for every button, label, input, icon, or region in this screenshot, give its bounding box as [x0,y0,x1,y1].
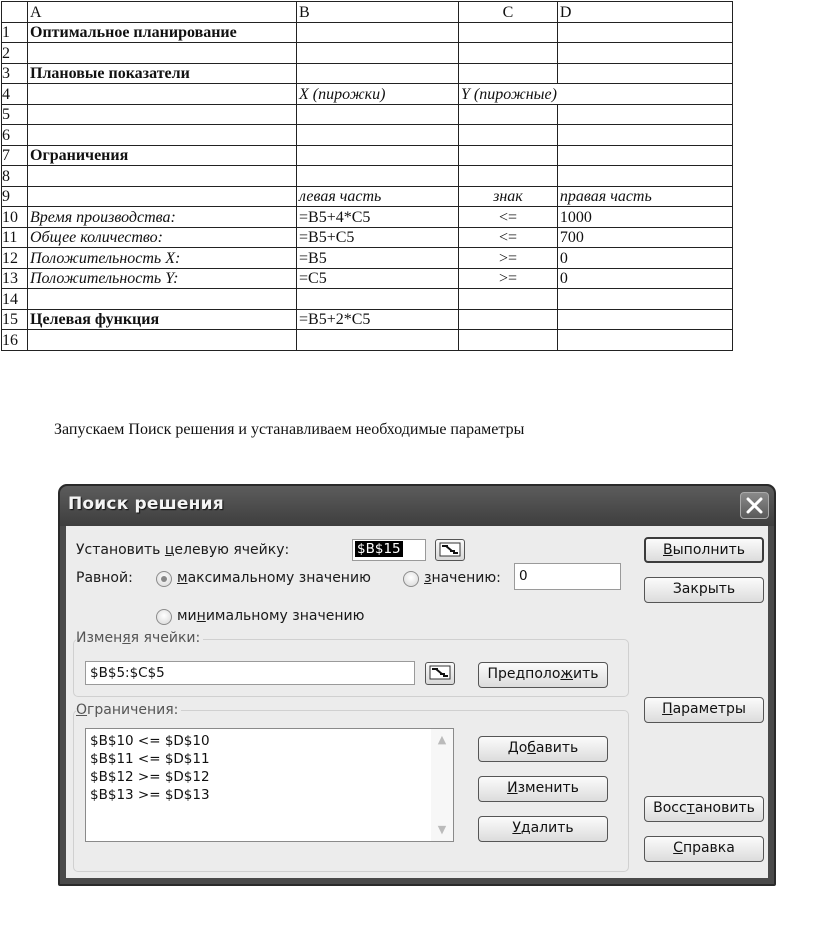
cell-b[interactable]: =B5+C5 [297,227,459,248]
constraint-item[interactable]: $B$11 <= $D$11 [90,751,210,767]
constraints-scrollbar[interactable] [431,729,453,841]
target-cell-input[interactable]: $B$15 [352,539,426,561]
cell-a[interactable] [28,289,297,310]
table-row [2,125,733,146]
cell-c[interactable]: Y (пирожные) [459,84,558,105]
changing-cells-ref-button[interactable] [425,662,455,685]
cell-d[interactable] [557,289,732,310]
dialog-body [66,526,768,878]
table-row [2,43,733,64]
target-cell-ref-button[interactable] [435,539,465,561]
cell-c[interactable] [459,330,558,351]
radio-max-label[interactable]: максимальному значению [177,570,371,586]
change-button[interactable]: Изменить [478,776,608,802]
cell-a[interactable]: Целевая функция [28,309,297,330]
changing-cells-label: Изменяя ячейки: [76,630,203,646]
table-row [2,207,733,228]
constraints-label: Ограничения: [76,702,181,718]
solver-dialog [58,484,776,886]
cell-a[interactable]: Время производства: [28,207,297,228]
table-row [2,186,733,207]
column-header-a: A [28,2,297,23]
cell-b[interactable] [297,22,459,43]
options-button[interactable]: Параметры [644,697,764,723]
column-header-d: D [557,2,732,23]
collapse-dialog-icon [439,542,461,557]
table-row [2,104,733,125]
cell-d[interactable]: 0 [557,268,732,289]
cell-b[interactable]: левая часть [297,186,459,207]
constraint-item[interactable]: $B$12 >= $D$12 [90,769,210,785]
cell-d[interactable]: 700 [557,227,732,248]
cell-b[interactable]: =B5+4*C5 [297,207,459,228]
cell-d[interactable]: правая часть [557,186,732,207]
cell-c[interactable] [459,289,558,310]
cell-c[interactable] [459,309,558,330]
cell-d[interactable] [557,309,732,330]
column-header-b: B [297,2,459,23]
cell-d[interactable] [557,43,732,64]
cell-b[interactable] [297,63,459,84]
table-row [2,145,733,166]
equal-to-label: Равной: [76,570,133,586]
changing-cells-input[interactable]: $B$5:$C$5 [85,661,415,685]
cell-b[interactable]: X (пирожки) [297,84,459,105]
cell-d[interactable] [557,125,732,146]
cell-a[interactable] [28,125,297,146]
cell-c[interactable] [459,104,558,125]
row-header: 12 [2,248,28,269]
constraint-item[interactable]: $B$10 <= $D$10 [90,733,210,749]
close-button[interactable]: Закрыть [644,577,764,603]
cell-b[interactable]: =B5+2*C5 [297,309,459,330]
cell-a[interactable] [28,43,297,64]
collapse-dialog-icon [429,665,451,680]
cell-d[interactable]: 0 [557,248,732,269]
row-header: 11 [2,227,28,248]
cell-b[interactable] [297,145,459,166]
cell-c[interactable]: >= [459,268,558,289]
cell-a[interactable] [28,330,297,351]
cell-b[interactable] [297,104,459,125]
cell-b[interactable]: =B5 [297,248,459,269]
table-row [2,248,733,269]
cell-b[interactable] [297,289,459,310]
table-row [2,63,733,84]
cell-a[interactable]: Положительность Y: [28,268,297,289]
spreadsheet-table [1,1,733,351]
table-row [2,84,733,105]
guess-button[interactable]: Предположить [478,662,608,688]
table-row [2,22,733,43]
cell-a[interactable]: Плановые показатели [28,63,297,84]
column-header-row [2,2,733,23]
cell-a[interactable]: Ограничения [28,145,297,166]
cell-d[interactable] [557,166,732,187]
cell-c[interactable]: <= [459,207,558,228]
radio-max[interactable] [156,571,172,587]
dialog-titlebar[interactable] [60,486,774,526]
row-header: 5 [2,104,28,125]
table-row [2,166,733,187]
cell-c[interactable] [459,63,558,84]
cell-d[interactable] [557,22,732,43]
cell-a[interactable] [28,166,297,187]
radio-value-label[interactable]: значению: [424,570,501,586]
row-header: 10 [2,207,28,228]
cell-a[interactable]: Общее количество: [28,227,297,248]
row-header: 6 [2,125,28,146]
radio-min[interactable] [156,609,172,625]
row-header: 13 [2,268,28,289]
cell-a[interactable] [28,186,297,207]
column-header-c: C [459,2,558,23]
row-header: 3 [2,63,28,84]
constraints-listbox[interactable] [85,728,454,842]
row-header: 15 [2,309,28,330]
table-row [2,330,733,351]
cell-b[interactable] [297,166,459,187]
cell-a[interactable] [28,84,297,105]
delete-button[interactable]: Удалить [478,816,608,842]
cell-d[interactable] [557,145,732,166]
cell-b[interactable] [297,125,459,146]
cell-d[interactable] [557,104,732,125]
cell-d[interactable] [557,84,732,105]
cell-c[interactable] [459,22,558,43]
reset-all-button[interactable]: Восстановить [644,796,764,822]
cell-b[interactable] [297,330,459,351]
radio-value[interactable] [403,571,419,587]
row-header: 4 [2,84,28,105]
cell-b[interactable] [297,43,459,64]
radio-min-label[interactable]: минимальному значению [177,608,365,624]
constraint-item[interactable]: $B$13 >= $D$13 [90,787,210,803]
row-header: 9 [2,186,28,207]
cell-d[interactable]: 1000 [557,207,732,228]
cell-c[interactable]: >= [459,248,558,269]
target-cell-label: Установить целевую ячейку: [76,542,290,558]
row-header: 14 [2,289,28,310]
table-row [2,268,733,289]
cell-c[interactable] [459,125,558,146]
table-row [2,289,733,310]
cell-a[interactable] [28,104,297,125]
row-header: 8 [2,166,28,187]
close-window-button[interactable] [740,492,769,519]
cell-c[interactable] [459,43,558,64]
table-row [2,309,733,330]
scroll-up-arrow-icon[interactable]: ▲ [437,733,447,746]
cell-a[interactable]: Положительность X: [28,248,297,269]
add-button[interactable]: Добавить [478,736,608,762]
row-header: 7 [2,145,28,166]
cell-c[interactable] [459,145,558,166]
cell-c[interactable]: знак [459,186,558,207]
corner-cell [2,2,28,23]
cell-d[interactable] [557,63,732,84]
cell-b[interactable]: =C5 [297,268,459,289]
dialog-title: Поиск решения [68,494,224,514]
scroll-down-arrow-icon[interactable]: ▼ [437,823,447,836]
caption-text: Запускаем Поиск решения и устанавливаем необходимые параметры [54,421,525,438]
solve-button[interactable]: Выполнить [644,537,764,563]
row-header: 16 [2,330,28,351]
cell-a[interactable]: Оптимальное планирование [28,22,297,43]
row-header: 1 [2,22,28,43]
close-icon [745,496,764,515]
cell-c[interactable] [459,166,558,187]
cell-d[interactable] [557,330,732,351]
cell-c[interactable]: <= [459,227,558,248]
table-row [2,227,733,248]
value-input[interactable]: 0 [514,563,621,590]
help-button[interactable]: Справка [644,836,764,862]
row-header: 2 [2,43,28,64]
